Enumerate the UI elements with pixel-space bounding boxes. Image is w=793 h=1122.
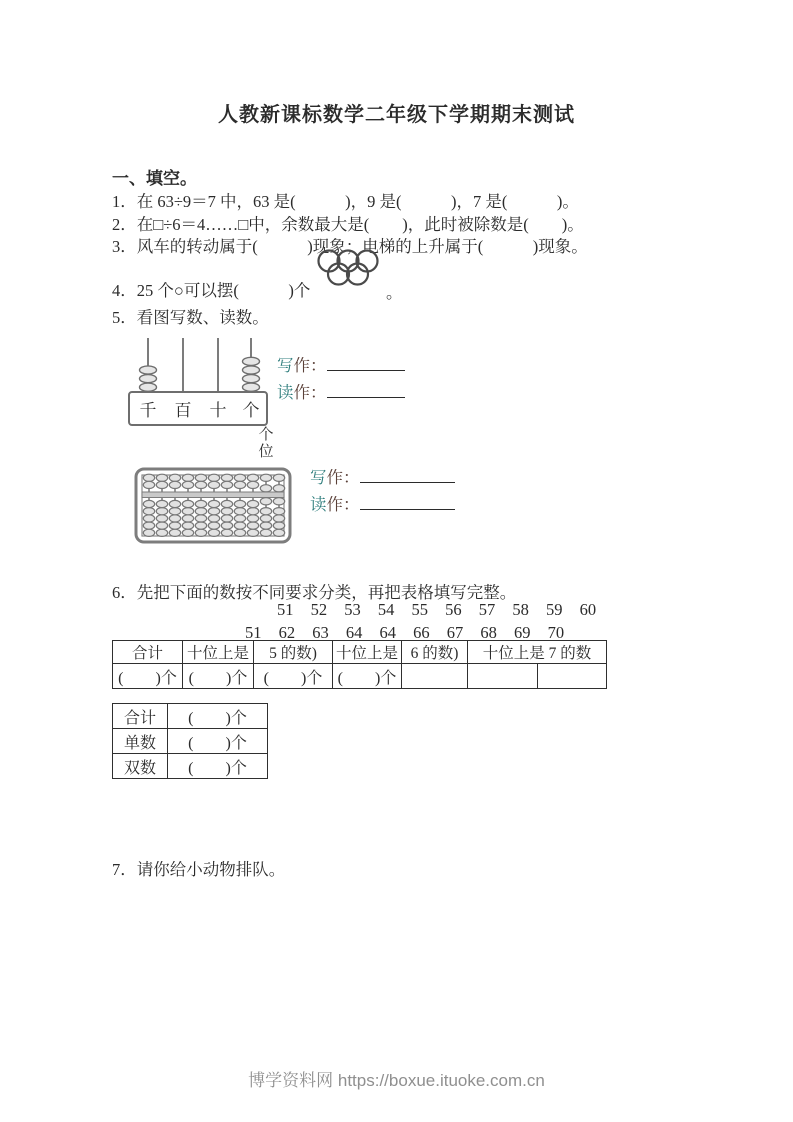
svg-text:个: 个	[242, 401, 260, 420]
place-value-counter-image	[126, 330, 270, 428]
question-5: 5．看图写数、读数。	[112, 308, 269, 327]
svg-text:千: 千	[139, 401, 157, 420]
write-blank-line	[327, 355, 405, 371]
classify-table-header-row	[113, 641, 607, 664]
svg-text:十: 十	[209, 401, 227, 420]
classify-table-body-row	[113, 664, 607, 689]
ones-place-label	[255, 427, 277, 461]
abacus-image	[134, 467, 292, 544]
read-line-1	[277, 379, 405, 403]
classify-cell-6	[468, 664, 538, 689]
classify-cell-7	[538, 664, 607, 689]
write-line-1	[277, 352, 405, 376]
tally-value-odd: ( )个	[168, 729, 268, 754]
question-2: 2．在□÷6＝4……□中，余数最大是( )，此时被除数是( )。	[112, 215, 584, 234]
read-blank-line	[360, 494, 455, 510]
olympic-rings-icon	[316, 248, 380, 290]
page-title: 人教新课标数学二年级下学期期末测试	[218, 104, 575, 126]
tally-value-even: ( )个	[168, 754, 268, 779]
write-label: 写作：	[310, 468, 360, 487]
svg-text:百: 百	[174, 401, 192, 420]
classify-cell-1: ( )个	[113, 664, 183, 689]
classify-cell-4: ( )个	[333, 664, 402, 689]
classify-header-tens-is: 十位上是	[183, 641, 254, 664]
classify-cell-3: ( )个	[254, 664, 333, 689]
numbers-row-2: 51 62 63 64 64 66 67 68 69 70	[245, 623, 565, 642]
numbers-row-1: 51 52 53 54 55 56 57 58 59 60	[277, 600, 597, 619]
read-line-2	[310, 491, 455, 515]
classify-table	[112, 640, 607, 689]
tally-row-odd	[113, 729, 268, 754]
question-6: 6．先把下面的数按不同要求分类，再把表格填写完整。	[112, 583, 517, 602]
tally-row-even	[113, 754, 268, 779]
question-3: 3．风车的转动属于( )现象；电梯的上升属于( )现象。	[112, 237, 588, 256]
classify-header-five: 5 的数)	[254, 641, 333, 664]
read-label: 读作：	[277, 383, 327, 402]
write-blank-line	[360, 467, 455, 483]
ones-place-char-1: 个	[258, 427, 274, 443]
tally-value-total: ( )个	[168, 704, 268, 729]
classify-header-tens-is-2: 十位上是	[333, 641, 402, 664]
classify-cell-5	[402, 664, 468, 689]
classify-header-six: 6 的数)	[402, 641, 468, 664]
classify-header-seven: 十位上是 7 的数	[468, 641, 607, 664]
classify-cell-2: ( )个	[183, 664, 254, 689]
watermark-text: 博学资料网 https://boxue.ituoke.com.cn	[248, 1071, 545, 1090]
tally-row-total	[113, 704, 268, 729]
write-label: 写作：	[277, 356, 327, 375]
tally-label-even: 双数	[113, 754, 168, 779]
section-heading: 一、填空。	[112, 169, 197, 188]
read-label: 读作：	[310, 495, 360, 514]
question-4-period: 。	[386, 283, 403, 302]
classify-header-total: 合计	[113, 641, 183, 664]
question-4: 4．25 个○可以摆( )个	[112, 281, 311, 300]
tally-label-odd: 单数	[113, 729, 168, 754]
tally-label-total: 合计	[113, 704, 168, 729]
read-blank-line	[327, 382, 405, 398]
question-1: 1．在 63÷9＝7 中，63 是( )，9 是( )，7 是( )。	[112, 192, 579, 211]
question-7: 7．请你给小动物排队。	[112, 860, 286, 879]
tally-table	[112, 703, 268, 779]
ones-place-char-2: 位	[258, 444, 274, 460]
write-line-2	[310, 464, 455, 488]
